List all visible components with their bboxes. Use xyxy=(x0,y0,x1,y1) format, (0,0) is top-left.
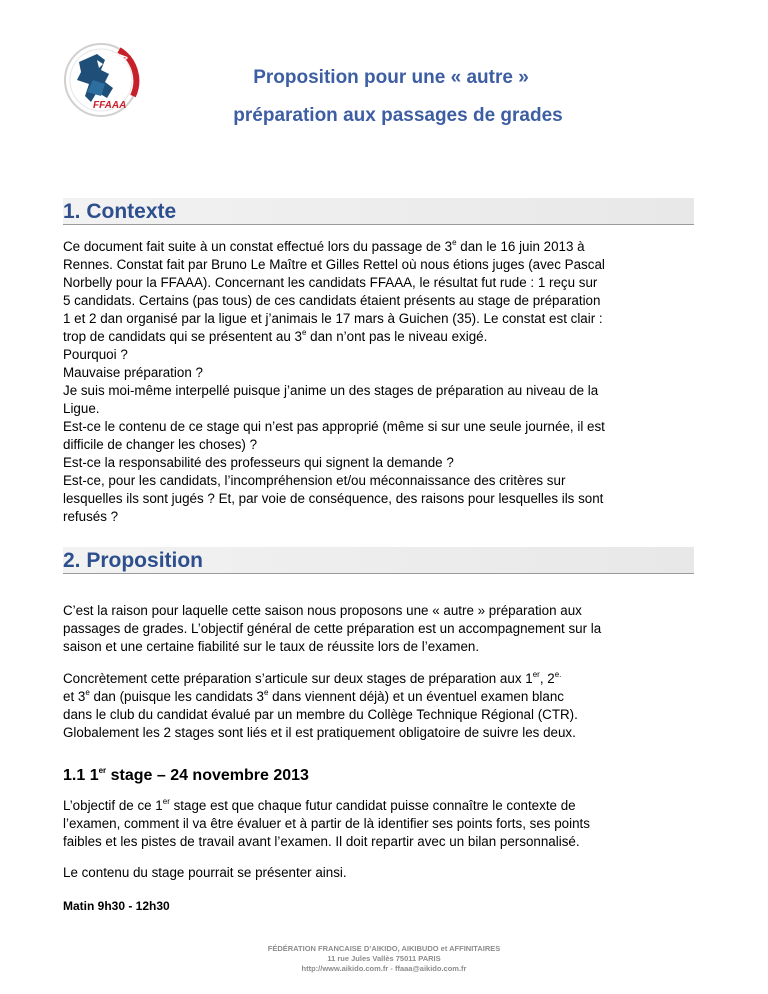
objective-line: L’objectif de ce 1er stage est que chaque futur candidat puisse connaître le contexte de xyxy=(63,796,576,813)
context-line: Est-ce, pour les candidats, l’incompréhension et/ou méconnaissance des critères sur xyxy=(63,473,566,488)
superscript: er xyxy=(162,796,170,806)
superscript: e xyxy=(85,687,90,697)
proposition-paragraph-1 xyxy=(63,602,703,656)
section-heading-proposition: 2. Proposition xyxy=(63,547,694,574)
context-line: Rennes. Constat fait par Bruno Le Maître et Gilles Rettel où nous étions juges (avec Pascal xyxy=(63,257,605,272)
context-line: difficile de changer les choses) ? xyxy=(63,437,258,452)
proposition-line: passages de grades. L’objectif général de cette préparation est un accompagnement sur la xyxy=(63,621,602,636)
context-line: Je suis moi-même interpellé puisque j’anime un des stages de préparation au niveau de la xyxy=(63,383,599,398)
superscript: e xyxy=(452,237,457,247)
proposition-line: saison et une certaine fiabilité sur le taux de réussite lors de l’examen. xyxy=(63,639,480,654)
subsection-heading-first-stage: 1.1 1er stage – 24 novembre 2013 xyxy=(63,765,309,784)
context-line: lesquelles ils sont jugés ? Et, par voie de conséquence, des raisons pour lesquelles ils sont xyxy=(63,491,604,506)
context-line: Ligue. xyxy=(63,401,100,416)
document-title-line1: Proposition pour une « autre » xyxy=(253,67,529,88)
page-footer xyxy=(0,944,768,974)
footer-address: 11 rue Jules Vallès 75011 PARIS xyxy=(327,954,441,963)
context-line: Norbelly pour la FFAAA). Concernant les candidats FFAAA, le résultat fut rude : 1 reçu sur xyxy=(63,275,598,290)
proposition-line: C’est la raison pour laquelle cette saison nous proposons une « autre » préparation aux xyxy=(63,603,582,618)
context-line: Pourquoi ? xyxy=(63,347,128,362)
context-line: 5 candidats. Certains (pas tous) de ces candidats étaient présents au stage de préparation xyxy=(63,293,601,308)
section-heading-context: 1. Contexte xyxy=(63,198,694,225)
context-line: 1 et 2 dan organisé par la ligue et j’animais le 17 mars à Guichen (35). Le constat est clair : xyxy=(63,311,603,326)
superscript: er xyxy=(98,765,107,775)
superscript: e. xyxy=(554,669,562,679)
proposition-line: et 3e dan (puisque les candidats 3e dans viennent déjà) et un éventuel examen blanc xyxy=(63,687,564,704)
context-line: Ce document fait suite à un constat effectué lors du passage de 3e dan le 16 juin 2013 à xyxy=(63,237,585,254)
footer-organization: FÉDÉRATION FRANCAISE D’AIKIDO, AIKIBUDO et AFFINITAIRES xyxy=(267,944,501,953)
morning-schedule-label: Matin 9h30 - 12h30 xyxy=(63,899,170,913)
superscript: er xyxy=(532,669,540,679)
first-stage-objective-paragraph xyxy=(63,797,703,851)
proposition-line: Globalement les 2 stages sont liés et il est pratiquement obligatoire de suivre les deux. xyxy=(63,725,576,740)
footer-contact: http://www.aikido.com.fr - ffaaa@aikido.com.fr xyxy=(301,964,467,973)
superscript: e xyxy=(264,687,269,697)
context-line: trop de candidats qui se présentent au 3e dan n’ont pas le niveau exigé. xyxy=(63,327,488,344)
logo-brand-text: FFAAA xyxy=(93,100,127,111)
proposition-line: Concrètement cette préparation s’articule sur deux stages de préparation aux 1er, $2^{e.}$ xyxy=(63,669,562,686)
context-line: Est-ce la responsabilité des professeurs qui signent la demande ? xyxy=(63,455,454,470)
proposition-paragraph-2 xyxy=(63,670,703,742)
context-line: Mauvaise préparation ? xyxy=(63,365,203,380)
proposition-line: dans le club du candidat évalué par un membre du Collège Technique Régional (CTR). xyxy=(63,707,578,722)
context-paragraph xyxy=(63,238,703,526)
stage-content-intro: Le contenu du stage pourrait se présenter ainsi. xyxy=(63,865,347,880)
document-title-line2: préparation aux passages de grades xyxy=(233,105,563,126)
context-line: refusés ? xyxy=(63,509,119,524)
superscript: e xyxy=(301,327,307,337)
objective-line: l’examen, comment il va être évaluer et à partir de là identifier ses points forts, ses points xyxy=(63,816,590,831)
logo-arc-text: AIKIDO xyxy=(117,54,129,87)
objective-line: faibles et les pistes de travail avant l’examen. Il doit repartir avec un bilan personnalisé. xyxy=(63,834,580,849)
context-line: Est-ce le contenu de ce stage qui n’est pas approprié (même si sur une seule journée, il est xyxy=(63,419,605,434)
